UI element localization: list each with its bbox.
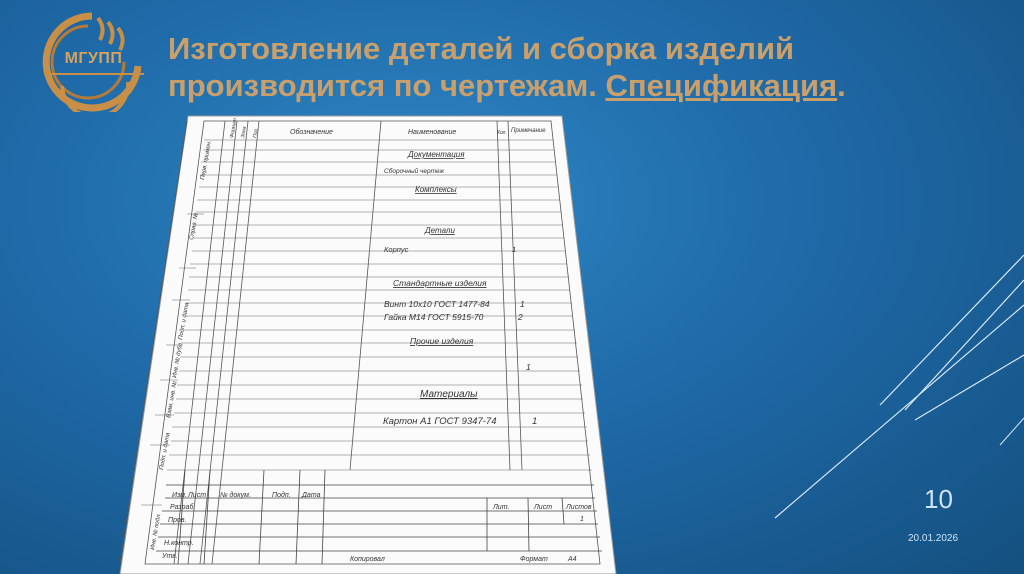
slide-number: 10 <box>924 484 953 514</box>
slide-title: Изготовление деталей и сборка изделий производится по чертежам. Спецификация. <box>168 31 846 103</box>
row-cardboard: Картон А1 ГОСТ 9347-74 <box>383 416 497 427</box>
tb-n-control: Н.контр. <box>164 540 194 547</box>
tb-format-value: А4 <box>568 556 577 563</box>
header-note: Примечание <box>511 128 546 134</box>
tb-sheets: Листов <box>566 504 592 511</box>
row-cardboard-qty: 1 <box>532 416 538 427</box>
side-ref-no: Справ. № <box>189 212 200 241</box>
header-name: Наименование <box>408 129 457 136</box>
side-first-use: Перв. примен. <box>200 140 213 181</box>
tb-sign: Подп. <box>272 492 291 499</box>
row-nut: Гайка М14 ГОСТ 5915-70 <box>384 312 484 322</box>
row-standard-items: Стандартные изделия <box>393 278 487 288</box>
tb-approved: Утв. <box>162 553 178 560</box>
tb-lit: Лит. <box>493 504 510 511</box>
row-complexes: Комплексы <box>415 185 457 194</box>
row-nut-qty: 2 <box>518 312 523 322</box>
header-designation: Обозначение <box>290 129 333 136</box>
row-screw: Винт 10х10 ГОСТ 1477-84 <box>384 299 490 309</box>
row-details: Детали <box>425 226 455 235</box>
header-format: Формат <box>229 117 239 139</box>
row-other-qty: 1 <box>526 362 531 372</box>
slide-date: 20.01.2026 <box>908 533 959 544</box>
row-assembly-drawing: Сборочный чертеж <box>384 168 445 175</box>
tb-checked: Пров. <box>168 517 187 524</box>
row-screw-qty: 1 <box>520 299 525 309</box>
row-materials: Материалы <box>420 389 478 400</box>
side-inv-instead: Взам. инв. № <box>166 380 179 419</box>
row-body: Корпус <box>384 245 409 254</box>
header-qty: Кол. <box>497 130 507 136</box>
tb-copied: Копировал <box>350 556 385 563</box>
tb-izm: Изм. <box>172 492 187 499</box>
row-body-qty: 1 <box>512 245 517 254</box>
logo-text: МГУПП <box>64 50 123 67</box>
tb-format: Формат <box>520 556 548 563</box>
tb-developed: Разраб. <box>170 504 196 511</box>
specification-link[interactable]: Спецификация <box>605 68 838 103</box>
header-pos: Поз. <box>252 127 260 139</box>
side-sign-date-2: Подп. и дата <box>159 432 172 471</box>
tb-date: Дата <box>302 492 321 499</box>
title-line2: производится по чертежам. <box>168 68 606 103</box>
tb-list: Лист <box>188 492 207 499</box>
title-line1: Изготовление деталей и сборка изделий <box>168 31 795 66</box>
row-documentation: Документация <box>408 150 465 159</box>
tb-doc-no: № докум. <box>220 492 251 499</box>
side-inv-original: Инв. № подл. <box>150 512 163 551</box>
tb-sheet-value: 1 <box>580 516 584 523</box>
tb-sheet: Лист <box>534 504 553 511</box>
side-sign-date-1: Подп. и дата <box>178 302 191 341</box>
row-other-items: Прочие изделия <box>410 336 474 346</box>
side-dup-inv: Инв. № дубл. <box>172 340 185 379</box>
header-zone: Зона <box>240 126 248 139</box>
